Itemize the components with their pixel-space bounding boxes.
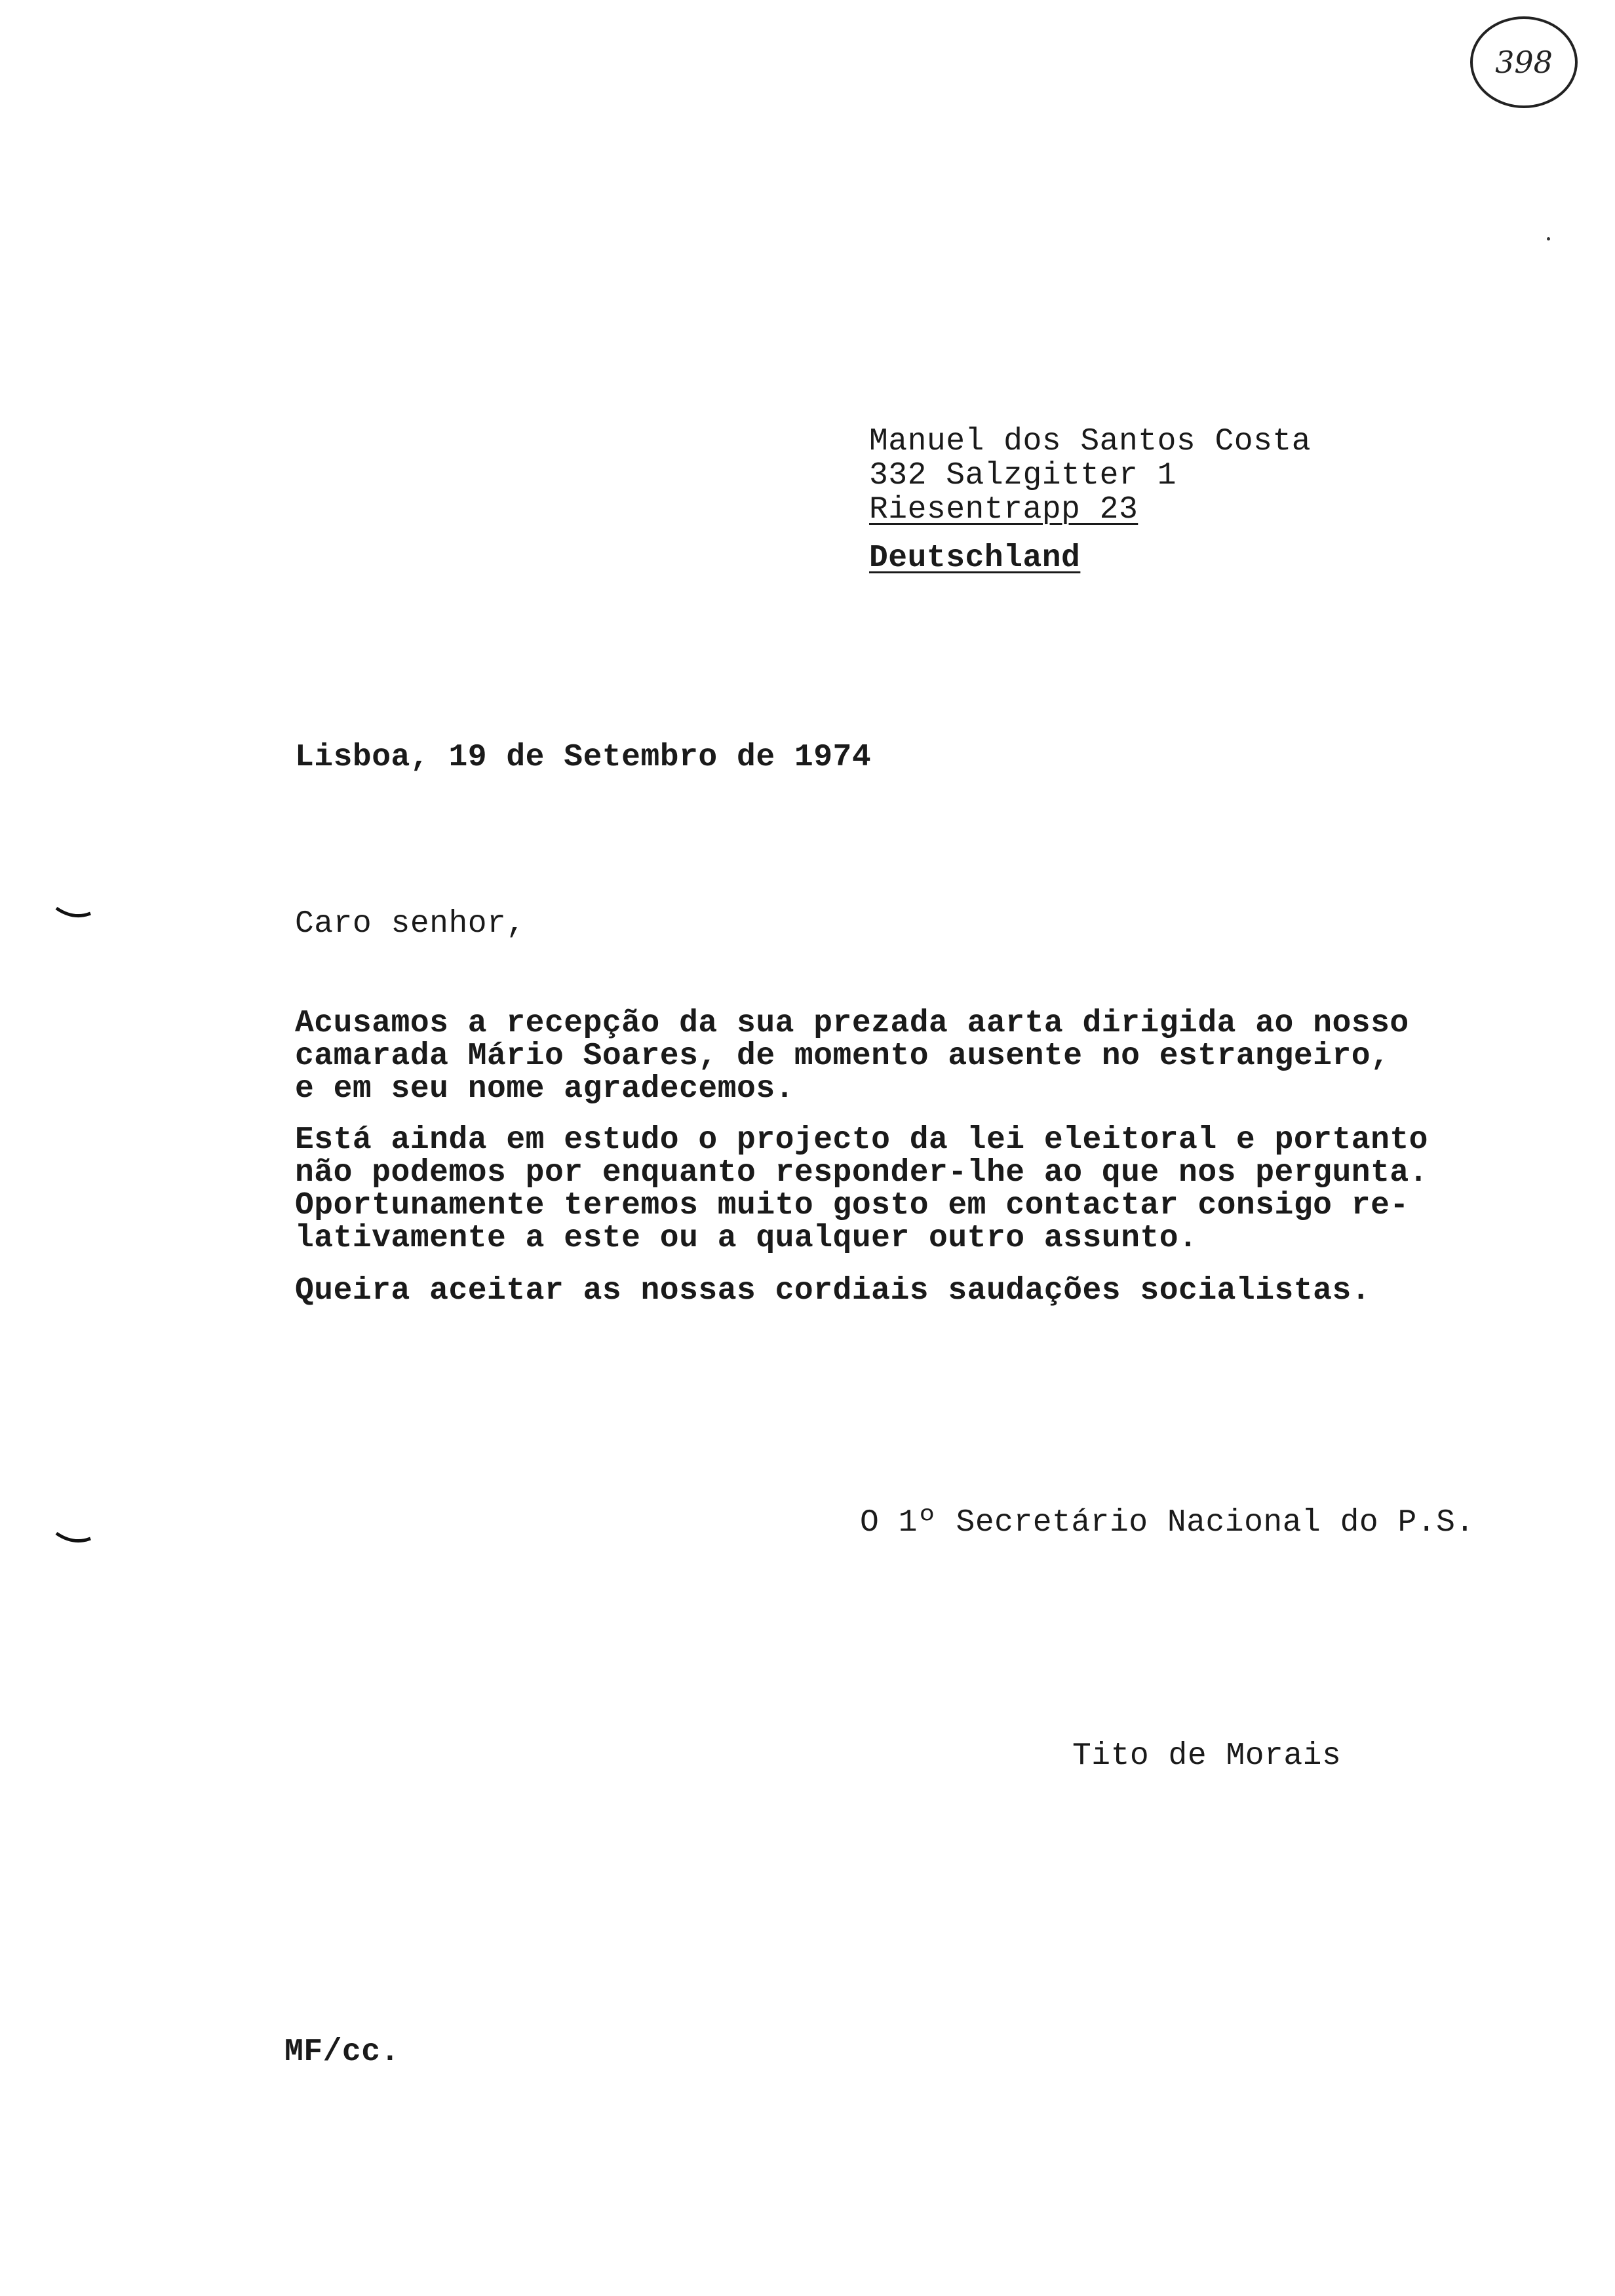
- speck-mark: [1547, 237, 1550, 240]
- paragraph-1-line-3: e em seu nome agradecemos.: [295, 1071, 794, 1107]
- paragraph-2-line-2: não podemos por enquanto responder-lhe ao que nos pergunta.: [295, 1155, 1428, 1191]
- paragraph-1-line-2: camarada Mário Soares, de momento ausente no estrangeiro,: [295, 1039, 1390, 1074]
- recipient-street: Riesentrapp 23: [869, 492, 1138, 527]
- reference-initials: MF/cc.: [284, 2035, 400, 2070]
- recipient-country: Deutschland: [869, 541, 1081, 576]
- signature-title: O 1º Secretário Nacional do P.S.: [860, 1505, 1475, 1540]
- paragraph-2-line-1: Está ainda em estudo o projecto da lei eleitoral e portanto: [295, 1122, 1428, 1158]
- date-line: Lisboa, 19 de Setembro de 1974: [295, 740, 872, 775]
- archive-number: 398: [1495, 45, 1553, 80]
- paragraph-1-line-1: Acusamos a recepção da sua prezada aarta dirigida ao nosso: [295, 1006, 1409, 1041]
- recipient-city-line: 332 Salzgitter 1: [869, 458, 1177, 493]
- punch-mark-icon: [54, 1529, 93, 1545]
- punch-mark-icon: [54, 904, 93, 920]
- salutation: Caro senhor,: [295, 906, 526, 942]
- recipient-name: Manuel dos Santos Costa: [869, 424, 1312, 459]
- paragraph-2-line-3: Oportunamente teremos muito gosto em contactar consigo re-: [295, 1188, 1409, 1223]
- signatory-name: Tito de Morais: [1072, 1738, 1342, 1774]
- paragraph-3-line-1: Queira aceitar as nossas cordiais saudações socialistas.: [295, 1273, 1371, 1309]
- paragraph-2-line-4: lativamente a este ou a qualquer outro assunto.: [295, 1221, 1198, 1256]
- archive-number-stamp: [1468, 13, 1580, 111]
